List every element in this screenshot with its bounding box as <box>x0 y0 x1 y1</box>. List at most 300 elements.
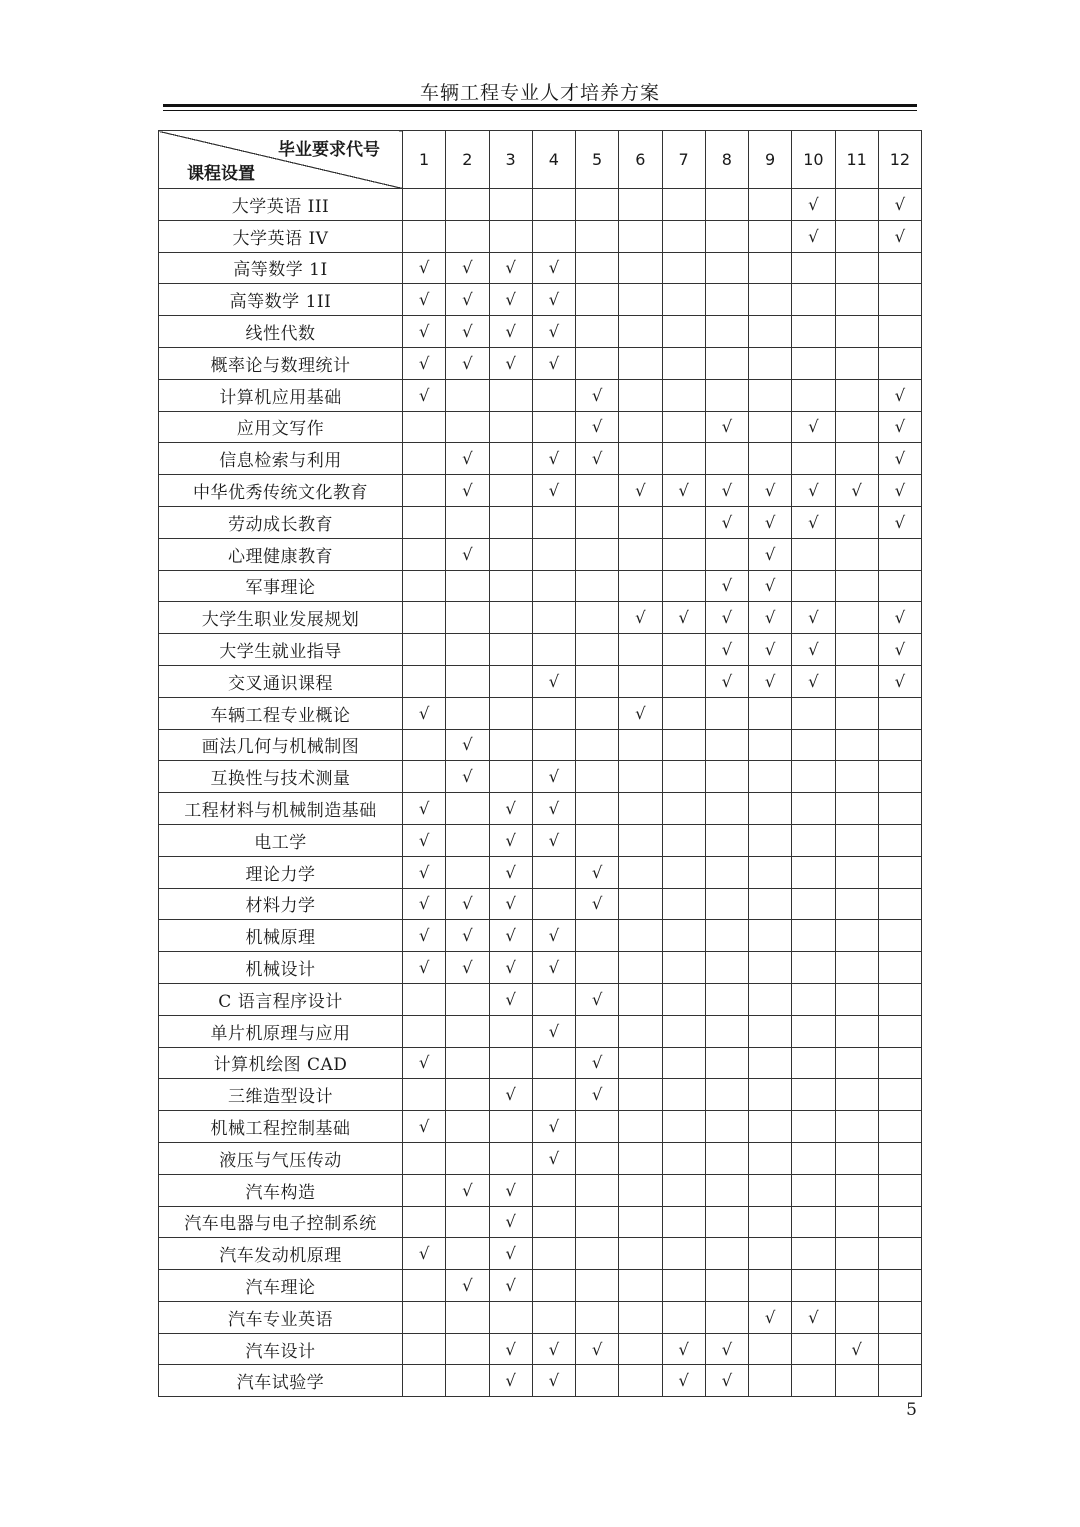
course-name-cell: 计算机绘图 CAD <box>159 1047 403 1079</box>
course-name-cell: 大学英语 IV <box>159 220 403 252</box>
empty-cell <box>835 411 878 443</box>
requirement-column-header: 8 <box>705 131 748 189</box>
empty-cell <box>489 665 532 697</box>
empty-cell <box>792 920 835 952</box>
empty-cell <box>532 506 575 538</box>
table-row <box>159 1206 922 1238</box>
course-requirement-matrix <box>158 130 922 1397</box>
empty-cell <box>705 443 748 475</box>
check-mark-cell: √ <box>749 602 792 634</box>
empty-cell <box>446 1047 489 1079</box>
check-mark-cell: √ <box>576 856 619 888</box>
empty-cell <box>705 347 748 379</box>
course-name-cell: 大学生就业指导 <box>159 634 403 666</box>
empty-cell <box>489 1015 532 1047</box>
check-mark-cell: √ <box>403 920 446 952</box>
empty-cell <box>489 1142 532 1174</box>
empty-cell <box>403 189 446 221</box>
table-row <box>159 220 922 252</box>
requirement-column-header: 7 <box>662 131 705 189</box>
empty-cell <box>792 1174 835 1206</box>
table-row <box>159 252 922 284</box>
empty-cell <box>878 824 921 856</box>
check-mark-cell: √ <box>446 316 489 348</box>
empty-cell <box>576 952 619 984</box>
check-mark-cell: √ <box>532 1142 575 1174</box>
check-mark-cell: √ <box>705 1333 748 1365</box>
empty-cell <box>489 411 532 443</box>
table-row <box>159 856 922 888</box>
empty-cell <box>489 602 532 634</box>
check-mark-cell: √ <box>662 1365 705 1397</box>
diagonal-corner-cell <box>159 131 403 189</box>
empty-cell <box>792 379 835 411</box>
empty-cell <box>619 220 662 252</box>
empty-cell <box>792 697 835 729</box>
empty-cell <box>792 1206 835 1238</box>
empty-cell <box>532 1238 575 1270</box>
empty-cell <box>705 1047 748 1079</box>
empty-cell <box>705 952 748 984</box>
check-mark-cell: √ <box>403 379 446 411</box>
requirement-column-header: 6 <box>619 131 662 189</box>
header-rule-thin <box>163 110 917 111</box>
check-mark-cell: √ <box>403 347 446 379</box>
table-row <box>159 379 922 411</box>
check-mark-cell: √ <box>749 665 792 697</box>
empty-cell <box>532 220 575 252</box>
empty-cell <box>619 761 662 793</box>
empty-cell <box>705 189 748 221</box>
empty-cell <box>446 983 489 1015</box>
empty-cell <box>749 316 792 348</box>
table-row <box>159 1333 922 1365</box>
check-mark-cell: √ <box>532 1365 575 1397</box>
course-name-cell: 汽车专业英语 <box>159 1301 403 1333</box>
empty-cell <box>749 411 792 443</box>
table-row <box>159 1301 922 1333</box>
empty-cell <box>403 602 446 634</box>
check-mark-cell: √ <box>619 602 662 634</box>
empty-cell <box>792 1238 835 1270</box>
empty-cell <box>749 1206 792 1238</box>
empty-cell <box>792 729 835 761</box>
empty-cell <box>835 983 878 1015</box>
course-name-cell: 三维造型设计 <box>159 1079 403 1111</box>
empty-cell <box>749 856 792 888</box>
empty-cell <box>878 729 921 761</box>
empty-cell <box>403 506 446 538</box>
table-row <box>159 729 922 761</box>
table-row <box>159 761 922 793</box>
empty-cell <box>705 1015 748 1047</box>
check-mark-cell: √ <box>619 475 662 507</box>
empty-cell <box>403 220 446 252</box>
check-mark-cell: √ <box>489 1079 532 1111</box>
empty-cell <box>446 1079 489 1111</box>
table-row <box>159 1142 922 1174</box>
empty-cell <box>792 347 835 379</box>
course-name-cell: 汽车设计 <box>159 1333 403 1365</box>
empty-cell <box>749 1333 792 1365</box>
check-mark-cell: √ <box>446 729 489 761</box>
empty-cell <box>576 634 619 666</box>
empty-cell <box>532 1270 575 1302</box>
check-mark-cell: √ <box>489 856 532 888</box>
empty-cell <box>532 538 575 570</box>
check-mark-cell: √ <box>446 443 489 475</box>
check-mark-cell: √ <box>705 475 748 507</box>
check-mark-cell: √ <box>705 570 748 602</box>
check-mark-cell: √ <box>576 1333 619 1365</box>
empty-cell <box>619 252 662 284</box>
empty-cell <box>705 316 748 348</box>
empty-cell <box>662 443 705 475</box>
empty-cell <box>792 570 835 602</box>
course-name-cell: 理论力学 <box>159 856 403 888</box>
table-row <box>159 475 922 507</box>
check-mark-cell: √ <box>532 316 575 348</box>
empty-cell <box>403 1270 446 1302</box>
empty-cell <box>532 602 575 634</box>
empty-cell <box>403 1015 446 1047</box>
empty-cell <box>878 1238 921 1270</box>
table-row <box>159 1365 922 1397</box>
empty-cell <box>749 443 792 475</box>
empty-cell <box>662 761 705 793</box>
empty-cell <box>662 665 705 697</box>
empty-cell <box>532 1301 575 1333</box>
empty-cell <box>835 506 878 538</box>
course-name-cell: 应用文写作 <box>159 411 403 443</box>
empty-cell <box>446 602 489 634</box>
check-mark-cell: √ <box>749 634 792 666</box>
check-mark-cell: √ <box>403 856 446 888</box>
empty-cell <box>749 983 792 1015</box>
empty-cell <box>662 920 705 952</box>
empty-cell <box>662 284 705 316</box>
table-row <box>159 697 922 729</box>
document-header-title: 车辆工程专业人才培养方案 <box>419 82 660 104</box>
empty-cell <box>878 538 921 570</box>
check-mark-cell: √ <box>532 1111 575 1143</box>
check-mark-cell: √ <box>446 284 489 316</box>
empty-cell <box>705 729 748 761</box>
table-row <box>159 570 922 602</box>
check-mark-cell: √ <box>532 920 575 952</box>
table-row <box>159 665 922 697</box>
empty-cell <box>792 888 835 920</box>
empty-cell <box>662 411 705 443</box>
course-name-cell: 高等数学 1II <box>159 284 403 316</box>
empty-cell <box>792 983 835 1015</box>
empty-cell <box>878 1333 921 1365</box>
check-mark-cell: √ <box>662 602 705 634</box>
empty-cell <box>705 1270 748 1302</box>
check-mark-cell: √ <box>489 888 532 920</box>
empty-cell <box>532 189 575 221</box>
check-mark-cell: √ <box>489 983 532 1015</box>
requirement-column-header: 11 <box>835 131 878 189</box>
check-mark-cell: √ <box>489 952 532 984</box>
check-mark-cell: √ <box>705 602 748 634</box>
empty-cell <box>403 983 446 1015</box>
check-mark-cell: √ <box>792 665 835 697</box>
check-mark-cell: √ <box>835 475 878 507</box>
empty-cell <box>576 506 619 538</box>
check-mark-cell: √ <box>403 952 446 984</box>
check-mark-cell: √ <box>403 1047 446 1079</box>
table-row <box>159 284 922 316</box>
empty-cell <box>576 538 619 570</box>
empty-cell <box>662 1079 705 1111</box>
check-mark-cell: √ <box>662 1333 705 1365</box>
check-mark-cell: √ <box>532 1015 575 1047</box>
check-mark-cell: √ <box>792 602 835 634</box>
empty-cell <box>532 1206 575 1238</box>
course-name-cell: 汽车理论 <box>159 1270 403 1302</box>
empty-cell <box>662 506 705 538</box>
check-mark-cell: √ <box>403 824 446 856</box>
empty-cell <box>792 1333 835 1365</box>
course-name-cell: 车辆工程专业概论 <box>159 697 403 729</box>
empty-cell <box>532 697 575 729</box>
empty-cell <box>792 1047 835 1079</box>
empty-cell <box>446 634 489 666</box>
empty-cell <box>705 1079 748 1111</box>
empty-cell <box>576 602 619 634</box>
check-mark-cell: √ <box>446 1174 489 1206</box>
empty-cell <box>749 761 792 793</box>
empty-cell <box>446 856 489 888</box>
empty-cell <box>576 1174 619 1206</box>
course-name-cell: 中华优秀传统文化教育 <box>159 475 403 507</box>
check-mark-cell: √ <box>489 824 532 856</box>
table-row <box>159 888 922 920</box>
empty-cell <box>403 1174 446 1206</box>
course-name-cell: 汽车电器与电子控制系统 <box>159 1206 403 1238</box>
empty-cell <box>403 634 446 666</box>
check-mark-cell: √ <box>749 475 792 507</box>
requirement-column-header: 5 <box>576 131 619 189</box>
empty-cell <box>662 793 705 825</box>
check-mark-cell: √ <box>878 443 921 475</box>
check-mark-cell: √ <box>532 761 575 793</box>
empty-cell <box>835 665 878 697</box>
check-mark-cell: √ <box>403 252 446 284</box>
empty-cell <box>532 379 575 411</box>
empty-cell <box>705 1206 748 1238</box>
empty-cell <box>489 538 532 570</box>
empty-cell <box>662 856 705 888</box>
empty-cell <box>576 1111 619 1143</box>
empty-cell <box>878 793 921 825</box>
empty-cell <box>792 443 835 475</box>
empty-cell <box>532 1079 575 1111</box>
course-name-cell: C 语言程序设计 <box>159 983 403 1015</box>
empty-cell <box>749 252 792 284</box>
empty-cell <box>792 316 835 348</box>
check-mark-cell: √ <box>446 475 489 507</box>
check-mark-cell: √ <box>705 634 748 666</box>
empty-cell <box>489 475 532 507</box>
check-mark-cell: √ <box>403 316 446 348</box>
check-mark-cell: √ <box>489 1333 532 1365</box>
check-mark-cell: √ <box>403 284 446 316</box>
empty-cell <box>662 634 705 666</box>
requirement-column-header: 9 <box>749 131 792 189</box>
empty-cell <box>619 1365 662 1397</box>
empty-cell <box>576 793 619 825</box>
empty-cell <box>446 1142 489 1174</box>
course-name-cell: 液压与气压传动 <box>159 1142 403 1174</box>
empty-cell <box>619 1015 662 1047</box>
empty-cell <box>489 1047 532 1079</box>
empty-cell <box>835 1111 878 1143</box>
check-mark-cell: √ <box>878 665 921 697</box>
empty-cell <box>792 761 835 793</box>
empty-cell <box>878 952 921 984</box>
check-mark-cell: √ <box>792 475 835 507</box>
table-row <box>159 920 922 952</box>
empty-cell <box>662 1270 705 1302</box>
empty-cell <box>835 1238 878 1270</box>
table-row <box>159 1270 922 1302</box>
table-row <box>159 1079 922 1111</box>
course-setting-label: 课程设置 <box>187 164 255 184</box>
check-mark-cell: √ <box>446 538 489 570</box>
empty-cell <box>532 634 575 666</box>
empty-cell <box>619 379 662 411</box>
empty-cell <box>792 1365 835 1397</box>
empty-cell <box>532 888 575 920</box>
course-name-cell: 劳动成长教育 <box>159 506 403 538</box>
empty-cell <box>662 538 705 570</box>
requirement-column-header: 3 <box>489 131 532 189</box>
empty-cell <box>835 1301 878 1333</box>
empty-cell <box>705 1174 748 1206</box>
course-name-cell: 单片机原理与应用 <box>159 1015 403 1047</box>
empty-cell <box>705 761 748 793</box>
empty-cell <box>619 793 662 825</box>
check-mark-cell: √ <box>792 1301 835 1333</box>
empty-cell <box>749 1174 792 1206</box>
course-name-cell: 机械工程控制基础 <box>159 1111 403 1143</box>
empty-cell <box>835 729 878 761</box>
empty-cell <box>403 538 446 570</box>
empty-cell <box>662 888 705 920</box>
empty-cell <box>835 570 878 602</box>
empty-cell <box>446 665 489 697</box>
empty-cell <box>705 1238 748 1270</box>
empty-cell <box>792 1270 835 1302</box>
check-mark-cell: √ <box>489 1270 532 1302</box>
empty-cell <box>835 697 878 729</box>
empty-cell <box>749 952 792 984</box>
empty-cell <box>403 1142 446 1174</box>
empty-cell <box>878 347 921 379</box>
check-mark-cell: √ <box>792 411 835 443</box>
check-mark-cell: √ <box>878 506 921 538</box>
table-row <box>159 1174 922 1206</box>
check-mark-cell: √ <box>619 697 662 729</box>
empty-cell <box>619 538 662 570</box>
empty-cell <box>446 379 489 411</box>
empty-cell <box>878 316 921 348</box>
empty-cell <box>878 1079 921 1111</box>
empty-cell <box>403 411 446 443</box>
course-name-cell: 机械设计 <box>159 952 403 984</box>
check-mark-cell: √ <box>532 793 575 825</box>
empty-cell <box>446 1333 489 1365</box>
empty-cell <box>835 1365 878 1397</box>
empty-cell <box>532 411 575 443</box>
empty-cell <box>792 1111 835 1143</box>
empty-cell <box>403 443 446 475</box>
check-mark-cell: √ <box>403 697 446 729</box>
empty-cell <box>705 697 748 729</box>
empty-cell <box>619 983 662 1015</box>
empty-cell <box>403 1365 446 1397</box>
check-mark-cell: √ <box>446 1270 489 1302</box>
table-row <box>159 634 922 666</box>
empty-cell <box>835 1142 878 1174</box>
check-mark-cell: √ <box>705 665 748 697</box>
empty-cell <box>705 920 748 952</box>
empty-cell <box>576 1015 619 1047</box>
empty-cell <box>619 952 662 984</box>
check-mark-cell: √ <box>878 220 921 252</box>
empty-cell <box>749 1015 792 1047</box>
empty-cell <box>619 1174 662 1206</box>
empty-cell <box>576 824 619 856</box>
empty-cell <box>792 824 835 856</box>
empty-cell <box>749 220 792 252</box>
empty-cell <box>576 1142 619 1174</box>
empty-cell <box>835 1270 878 1302</box>
table-row <box>159 347 922 379</box>
check-mark-cell: √ <box>576 983 619 1015</box>
empty-cell <box>835 316 878 348</box>
empty-cell <box>662 189 705 221</box>
empty-cell <box>619 284 662 316</box>
course-name-cell: 汽车构造 <box>159 1174 403 1206</box>
empty-cell <box>489 570 532 602</box>
empty-cell <box>446 1206 489 1238</box>
empty-cell <box>835 347 878 379</box>
empty-cell <box>576 1238 619 1270</box>
empty-cell <box>446 570 489 602</box>
course-name-cell: 大学英语 III <box>159 189 403 221</box>
empty-cell <box>489 1301 532 1333</box>
empty-cell <box>878 284 921 316</box>
empty-cell <box>619 506 662 538</box>
empty-cell <box>835 634 878 666</box>
check-mark-cell: √ <box>792 634 835 666</box>
empty-cell <box>792 252 835 284</box>
check-mark-cell: √ <box>489 284 532 316</box>
requirement-code-label: 毕业要求代号 <box>278 140 380 160</box>
table-row <box>159 443 922 475</box>
empty-cell <box>705 856 748 888</box>
empty-cell <box>532 856 575 888</box>
course-name-cell: 军事理论 <box>159 570 403 602</box>
empty-cell <box>749 284 792 316</box>
requirement-column-header: 12 <box>878 131 921 189</box>
empty-cell <box>835 538 878 570</box>
empty-cell <box>878 1142 921 1174</box>
empty-cell <box>792 1079 835 1111</box>
